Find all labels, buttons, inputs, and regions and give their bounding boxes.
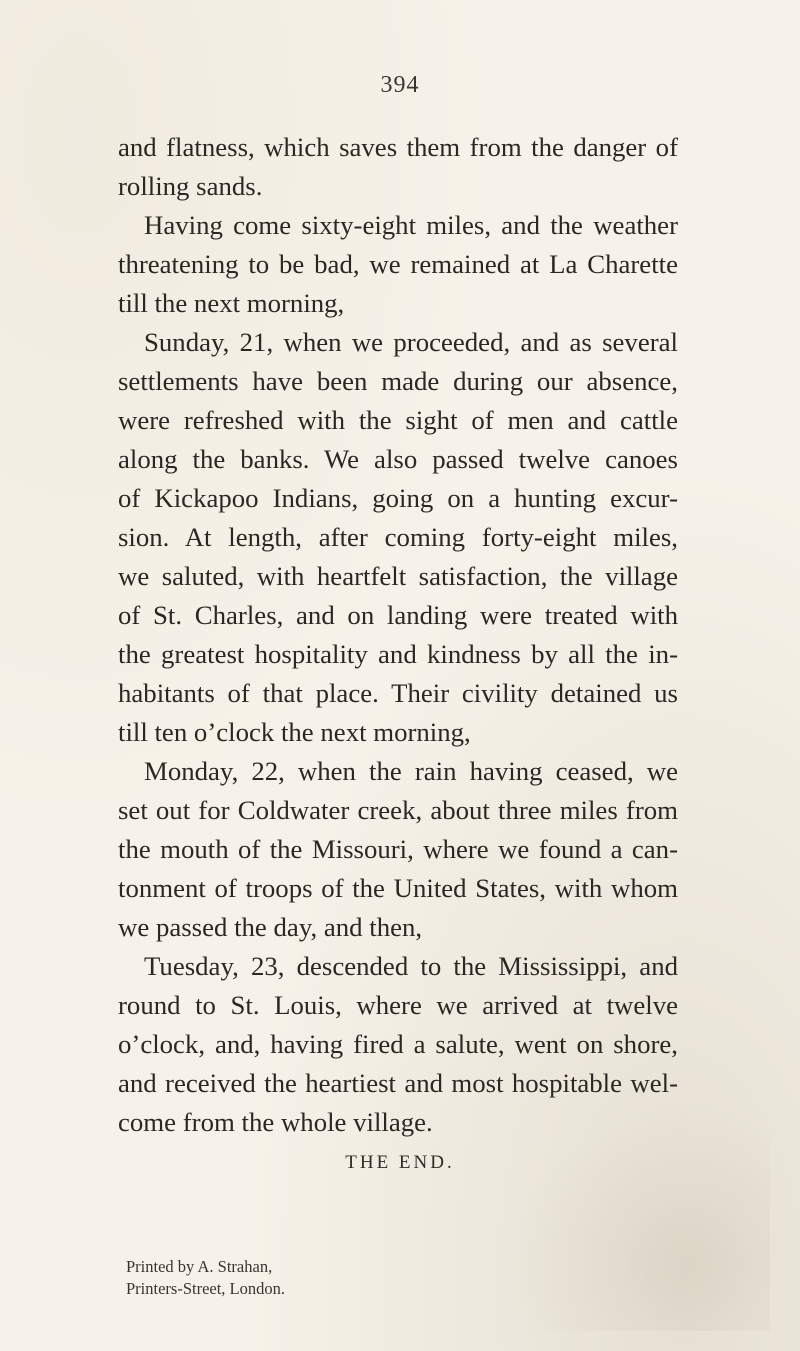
text-line: the mouth of the Missouri, where we found a can- <box>118 834 678 864</box>
text-line: of Kickapoo Indians, going on a hunting excur- <box>118 483 678 513</box>
text-line: along the banks. We also passed twelve canoes <box>118 444 678 474</box>
text-line: o’clock, and, having fired a salute, went on shore, <box>118 1029 678 1059</box>
text-line: and received the heartiest and most hospitable wel- <box>118 1068 678 1098</box>
text-line: Tuesday, 23, descended to the Mississippi, and <box>144 951 678 981</box>
text-line: till ten o’clock the next morning, <box>118 717 471 747</box>
text-line: we saluted, with heartfelt satisfaction, the village <box>118 561 678 591</box>
imprint-line: Printers-Street, London. <box>126 1279 286 1298</box>
text-line: and flatness, which saves them from the danger of <box>118 132 678 162</box>
text-line: come from the whole village. <box>118 1107 433 1137</box>
text-line: Sunday, 21, when we proceeded, and as several <box>144 327 678 357</box>
text-line: were refreshed with the sight of men and cattle <box>118 405 678 435</box>
text-line: round to St. Louis, where we arrived at twelve <box>118 990 678 1020</box>
imprint-line: Printed by A. Strahan, <box>126 1257 273 1276</box>
text-line: Monday, 22, when the rain having ceased, we <box>144 756 678 786</box>
text-line: Having come sixty-eight miles, and the weather <box>144 210 678 240</box>
text-line: set out for Coldwater creek, about three miles from <box>118 795 678 825</box>
text-line: tonment of troops of the United States, with whom <box>118 873 678 903</box>
text-line: till the next morning, <box>118 288 345 318</box>
text-line: settlements have been made during our absence, <box>118 366 678 396</box>
printer-imprint <box>126 1256 285 1300</box>
page-number: 394 <box>380 72 420 98</box>
body-text <box>118 128 678 1142</box>
the-end-heading: THE END. <box>345 1152 455 1173</box>
text-line: sion. At length, after coming forty-eight miles, <box>118 522 678 552</box>
text-line: the greatest hospitality and kindness by all the in- <box>118 639 678 669</box>
text-line: threatening to be bad, we remained at La Charette <box>118 249 678 279</box>
text-line: habitants of that place. Their civility detained us <box>118 678 678 708</box>
text-line: of St. Charles, and on landing were treated with <box>118 600 678 630</box>
text-line: we passed the day, and then, <box>118 912 423 942</box>
text-line: rolling sands. <box>118 171 263 201</box>
